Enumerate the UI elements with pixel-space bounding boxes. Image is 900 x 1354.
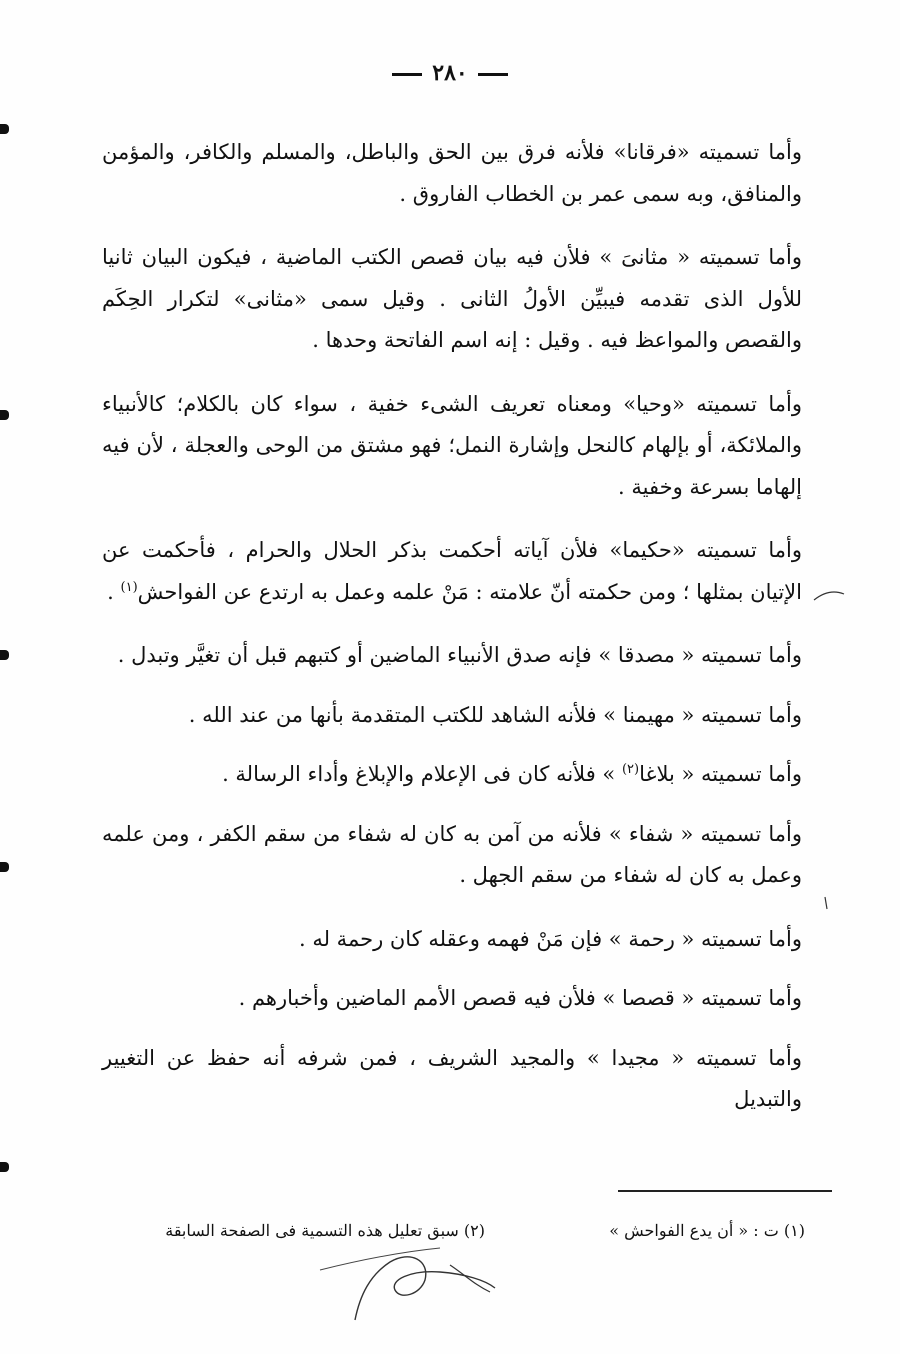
binding-mark	[0, 124, 9, 134]
paragraph-mathani: وأما تسميته « مثانىَ » فلأن فيه بيان قصص الكتب الماضية ، فيكون البيان ثانيا للأول الذى تقدمه فيبيِّن الأولُ الثانى . وقيل سمى «مثانى» لتكرار الحِكَم والقصص والمواعظ فيه . وقيل : إنه اسم الفاتحة وحدها .	[102, 245, 802, 352]
footnote-ref-2: (٢)	[621, 762, 640, 777]
paragraph-balagh-start: وأما تسميته « بلاغا	[639, 762, 802, 786]
margin-pen-mark-icon	[810, 586, 850, 606]
paragraph-hakim	[102, 530, 802, 613]
footnote-ref-1: (١)	[120, 579, 138, 595]
binding-mark	[0, 410, 9, 420]
paragraph-musaddiq: وأما تسميته « مصدقا » فإنه صدق الأنبياء الماضين أو كتبهم قبل أن تغيَّر وتبدل .	[117, 643, 802, 667]
margin-pen-mark-icon	[805, 893, 845, 913]
paragraph-hakim-text: وأما تسميته «حكيما» فلأن آياته أحكمت بذكر الحلال والحرام ، فأحكمت عن الإتيان بمثلها ؛ ومن حكمته أنّ علامته : مَنْ علمه وعمل به ارتدع عن الفواحش	[102, 538, 802, 604]
paragraph-shifa: وأما تسميته « شفاء » فلأنه من آمن به كان له شفاء من سقم الكفر ، ومن علمه وعمل به كان له شفاء من سقم الجهل .	[102, 821, 802, 887]
page-number-dash	[478, 73, 508, 76]
paragraph-majid: وأما تسميته « مجيدا » والمجيد الشريف ، فمن شرفه أنه حفظ عن التغيير والتبديل	[102, 1045, 802, 1111]
binding-mark	[0, 650, 9, 660]
paragraph-balagh	[102, 754, 802, 796]
paragraph-furqan: وأما تسميته «فرقانا» فلأنه فرق بين الحق والباطل، والمسلم والكافر، والمؤمن والمنافق، وبه سمى عمر بن الخطاب الفاروق .	[102, 140, 802, 206]
binding-mark	[0, 1162, 9, 1172]
page-number-value: ٢٨٠	[432, 60, 468, 86]
paragraph-qasas: وأما تسميته « قصصا » فلأن فيه قصص الأمم الماضين وأخبارهم .	[238, 986, 802, 1010]
paragraph-balagh-end: » فلأنه كان فى الإعلام والإبلاغ وأداء الرسالة .	[222, 762, 616, 786]
handwritten-scribble-icon	[300, 1240, 520, 1330]
paragraph-wahy: وأما تسميته «وحيا» ومعناه تعريف الشىء خفية ، سواء كان بالكلام؛ كالأنبياء والملائكة، أو بإلهام كالنحل وإشارة النمل؛ فهو مشتق من الوحى والعجلة ، لأن فيه إلهاما بسرعة وخفية .	[102, 391, 802, 499]
binding-mark	[0, 862, 9, 872]
page-number	[0, 60, 900, 86]
paragraph-hakim-period: .	[107, 579, 121, 604]
paragraph-muhaymin: وأما تسميته « مهيمنا » فلأنه الشاهد للكتب المتقدمة بأنها من عند الله .	[188, 702, 802, 727]
footnote-1: (١) ت : « أن يدع الفواحش »	[609, 1221, 805, 1240]
main-text	[102, 132, 802, 1143]
footnote-2: (٢) سبق تعليل هذه التسمية فى الصفحة السابقة	[165, 1221, 485, 1240]
page-number-dash	[392, 73, 422, 76]
footnote-divider	[618, 1190, 832, 1192]
paragraph-rahma: وأما تسميته « رحمة » فإن مَنْ فهمه وعقله كان رحمة له .	[299, 926, 802, 951]
